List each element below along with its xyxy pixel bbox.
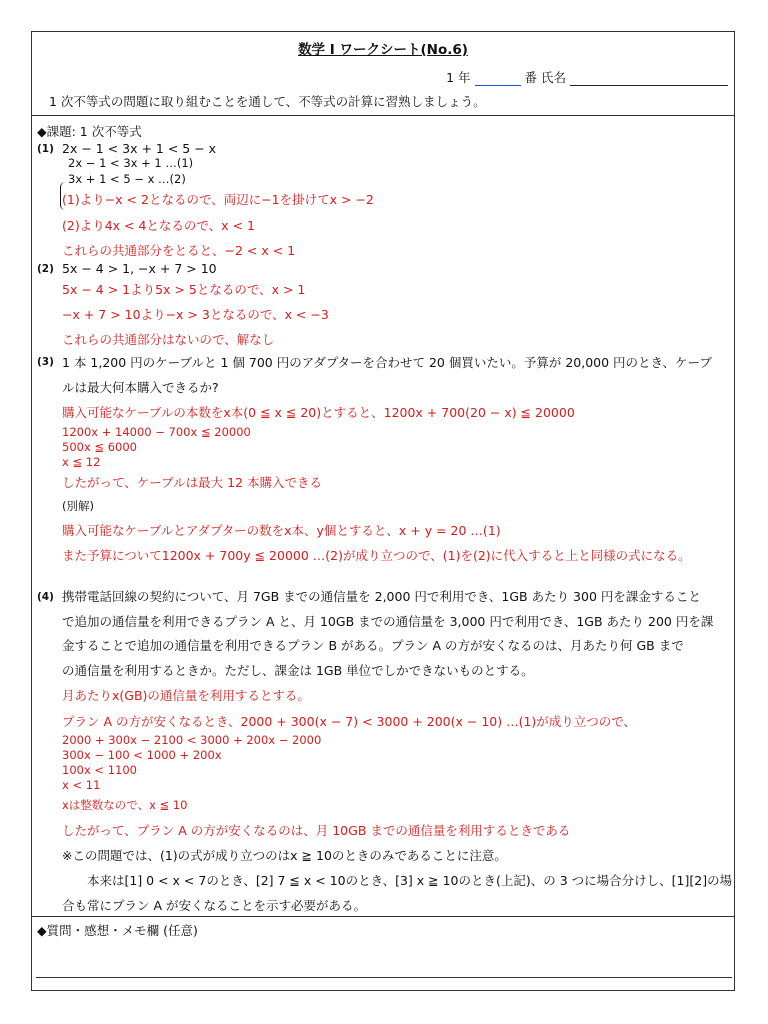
problem-3-answer-5: したがって、ケーブルは最大 12 本購入できる bbox=[62, 475, 322, 490]
memo-line[interactable] bbox=[36, 977, 732, 978]
problem-1-answer-1: (1)より−x < 2となるので、両辺に−1を掛けてx > −2 bbox=[62, 192, 374, 207]
intro-text: 1 次不等式の問題に取り組むことを通して、不等式の計算に習熟しましょう。 bbox=[49, 94, 486, 109]
problem-1-number: (1) bbox=[37, 143, 54, 155]
name-label: 番 氏名 bbox=[524, 70, 567, 85]
problem-2-answer-1: 5x − 4 > 1より5x > 5となるので、x > 1 bbox=[62, 282, 306, 297]
problem-4-statement-4: の通信量を利用するときか。ただし、課金は 1GB 単位でしかできないものとする。 bbox=[62, 663, 534, 678]
problem-4-statement-2: で追加の通信量を利用できるプラン A と、月 10GB までの通信量を 3,000 円で利用でき、1GB あたり 200 円を課 bbox=[62, 614, 714, 629]
problem-3-number: (3) bbox=[37, 356, 54, 368]
problem-1-system-1: 2x − 1 < 3x + 1 …(1) bbox=[68, 156, 194, 170]
problem-4-answer-8: したがって、プラン A の方が安くなるのは、月 10GB までの通信量を利用するときである bbox=[62, 823, 571, 838]
problem-2-number: (2) bbox=[37, 263, 54, 275]
class-number-field[interactable] bbox=[475, 73, 521, 86]
problem-4-answer-6: x < 11 bbox=[62, 778, 101, 792]
problem-4-answer-5: 100x < 1100 bbox=[62, 763, 137, 777]
problem-4-statement-1: 携帯電話回線の契約について、月 7GB までの通信量を 2,000 円で利用でき、1GB あたり 300 円を課金すること bbox=[62, 589, 701, 604]
problem-4-answer-4: 300x − 100 < 1000 + 200x bbox=[62, 748, 222, 762]
problem-4-note-1: ※この問題では、(1)の式が成り立つのはx ≧ 10のときのみであることに注意。 bbox=[62, 848, 507, 863]
problem-3-answer-3: 500x ≦ 6000 bbox=[62, 440, 137, 454]
divider bbox=[32, 115, 734, 116]
problem-4-answer-2: プラン A の方が安くなるとき、2000 + 300(x − 7) < 3000 + 200(x − 10) …(1)が成り立つので、 bbox=[62, 714, 637, 729]
problem-3-statement-1: 1 本 1,200 円のケーブルと 1 個 700 円のアダプターを合わせて 20 個買いたい。予算が 20,000 円のとき、ケーブ bbox=[62, 355, 712, 370]
problem-3-answer-4: x ≦ 12 bbox=[62, 455, 101, 469]
problem-2-answer-2: −x + 7 > 10より−x > 3となるので、x < −3 bbox=[62, 307, 329, 322]
student-info-line bbox=[446, 68, 728, 86]
problem-4-statement-3: 金することで追加の通信量を利用できるプラン B がある。プラン A の方が安くなるのは、月あたり何 GB まで bbox=[62, 638, 684, 653]
student-name-field[interactable] bbox=[570, 73, 728, 86]
problem-1-statement: 2x − 1 < 3x + 1 < 5 − x bbox=[62, 141, 217, 156]
problem-2-answer-3: これらの共通部分はないので、解なし bbox=[62, 332, 275, 347]
problem-4-answer-7: xは整数なので、x ≦ 10 bbox=[62, 798, 188, 812]
problem-1-answer-3: これらの共通部分をとると、−2 < x < 1 bbox=[62, 243, 296, 258]
problem-4-note-3: 合も常にプラン A が安くなることを示す必要がある。 bbox=[62, 898, 366, 913]
problem-3-alt-answer-1: 購入可能なケーブルとアダプターの数をx本、y個とすると、x + y = 20 …(1) bbox=[62, 523, 501, 538]
task-heading: ◆課題: 1 次不等式 bbox=[37, 124, 142, 139]
divider bbox=[32, 916, 734, 917]
problem-3-statement-2: ルは最大何本購入できるか? bbox=[62, 380, 219, 395]
problem-2-statement: 5x − 4 > 1, −x + 7 > 10 bbox=[62, 261, 217, 276]
worksheet bbox=[31, 31, 735, 991]
problem-4-answer-3: 2000 + 300x − 2100 < 3000 + 200x − 2000 bbox=[62, 733, 322, 747]
memo-heading: ◆質問・感想・メモ欄 (任意) bbox=[37, 923, 198, 938]
problem-3-alt-answer-2: また予算について1200x + 700y ≦ 20000 …(2)が成り立つので、(1)を(2)に代入すると上と同様の式になる。 bbox=[62, 548, 691, 563]
problem-4-answer-1: 月あたりx(GB)の通信量を利用するとする。 bbox=[62, 688, 310, 703]
worksheet-title: 数学 I ワークシート(No.6) bbox=[298, 42, 468, 58]
problem-4-note-2: 本来は[1] 0 < x < 7のとき、[2] 7 ≦ x < 10のとき、[3] x ≧ 10のとき(上記)、の 3 つに場合分けし、[1][2]の場 bbox=[87, 873, 733, 888]
problem-3-answer-2: 1200x + 14000 − 700x ≦ 20000 bbox=[62, 425, 251, 439]
problem-3-answer-1: 購入可能なケーブルの本数をx本(0 ≦ x ≦ 20)とすると、1200x + 700(20 − x) ≦ 20000 bbox=[62, 405, 575, 420]
problem-4-number: (4) bbox=[37, 591, 54, 603]
alternative-solution-label: (別解) bbox=[62, 499, 94, 513]
problem-1-system-2: 3x + 1 < 5 − x …(2) bbox=[68, 172, 186, 186]
grade-label: 1 年 bbox=[446, 70, 471, 85]
problem-1-answer-2: (2)より4x < 4となるので、x < 1 bbox=[62, 218, 255, 233]
